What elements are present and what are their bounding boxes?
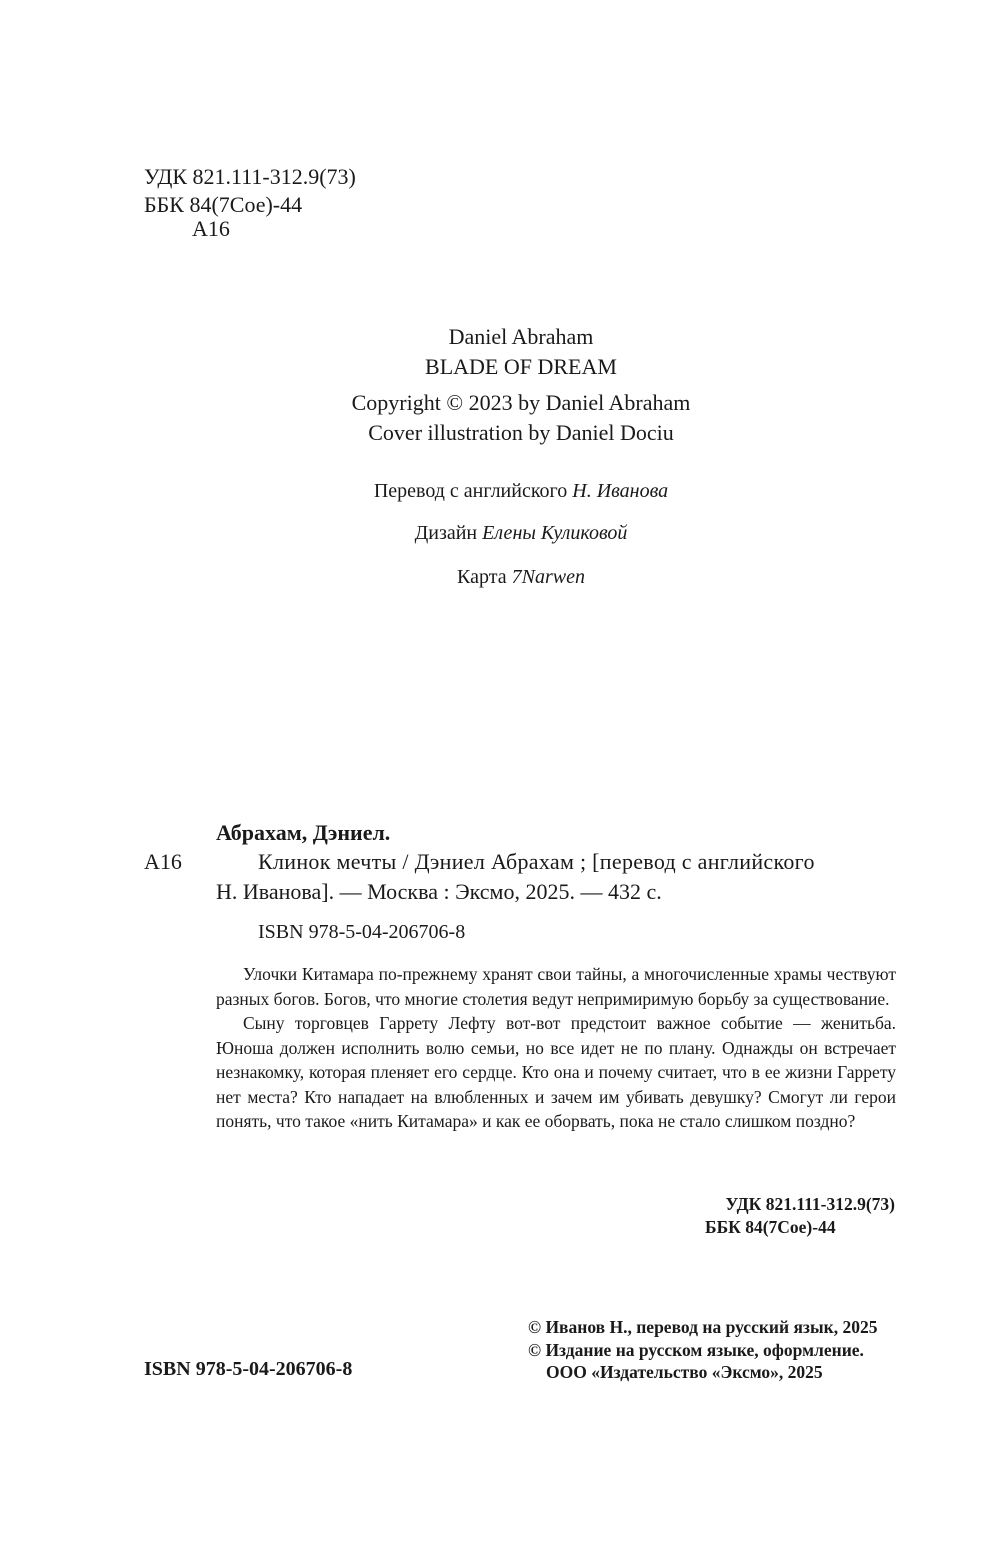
annotation xyxy=(216,962,896,1134)
catalog-entry-line2: Н. Иванова]. — Москва : Эксмо, 2025. — 432 с. xyxy=(216,879,662,904)
annotation-paragraph-1: Улочки Китамара по-прежнему хранят свои тайны, а многочисленные храмы чествуют разных богов. Богов, что многие столетия ведут непримиримую борьбу за существование. xyxy=(216,964,896,1009)
copyright-line: Copyright © 2023 by Daniel Abraham xyxy=(351,390,691,415)
translator-name: Н. Иванова xyxy=(572,480,669,502)
design-credit xyxy=(0,522,1000,545)
author-mark: А16 xyxy=(192,216,230,241)
copyright-translation: © Иванов Н., перевод на русский язык, 2025 xyxy=(528,1317,878,1337)
translation-label: Перевод с английского xyxy=(373,480,568,502)
catalog-isbn: ISBN 978-5-04-206706-8 xyxy=(258,921,466,943)
map-credit xyxy=(0,566,1000,589)
original-title: BLADE OF DREAM xyxy=(425,354,617,379)
footer-isbn: ISBN 978-5-04-206706-8 xyxy=(144,1358,353,1380)
design-label: Дизайн xyxy=(414,522,478,544)
bbk-code: ББК 84(7Сое)-44 xyxy=(144,192,303,217)
annotation-paragraph-2: Сыну торговцев Гаррету Лефту вот-вот предстоит важное событие — женитьба. Юноша должен исполнить волю семьи, но все идет не по плану. Однажды он встречает незнакомку, которая пленяет его сердце. Кто она и почему считает, что в ее жизни Гаррету нет места? Кто нападает на влюбленных и зачем им убивать девушку? Смогут ли герои понять, что такое «нить Китамара» и как ее оборвать, пока не стало слишком поздно? xyxy=(216,1013,896,1131)
catalog-heading: Абрахам, Дэниел. xyxy=(216,820,391,845)
udk-code-bottom: УДК 821.111-312.9(73) xyxy=(725,1194,895,1214)
publisher-copyright: ООО «Издательство «Эксмо», 2025 xyxy=(546,1362,823,1382)
translation-credit xyxy=(0,480,1000,503)
catalog-author-mark: А16 xyxy=(144,849,182,874)
original-author: Daniel Abraham xyxy=(448,324,594,349)
catalog-entry-line1: Клинок мечты / Дэниел Абрахам ; [перевод с английского xyxy=(258,849,815,874)
map-artist: 7Narwen xyxy=(511,566,585,588)
designer-name: Елены Куликовой xyxy=(482,522,628,544)
udk-code: УДК 821.111-312.9(73) xyxy=(144,164,356,189)
copyright-edition: © Издание на русском языке, оформление. xyxy=(528,1340,864,1360)
bbk-code-bottom: ББК 84(7Сое)-44 xyxy=(705,1217,836,1237)
map-label: Карта xyxy=(457,566,507,588)
cover-credit: Cover illustration by Daniel Dociu xyxy=(368,420,674,445)
